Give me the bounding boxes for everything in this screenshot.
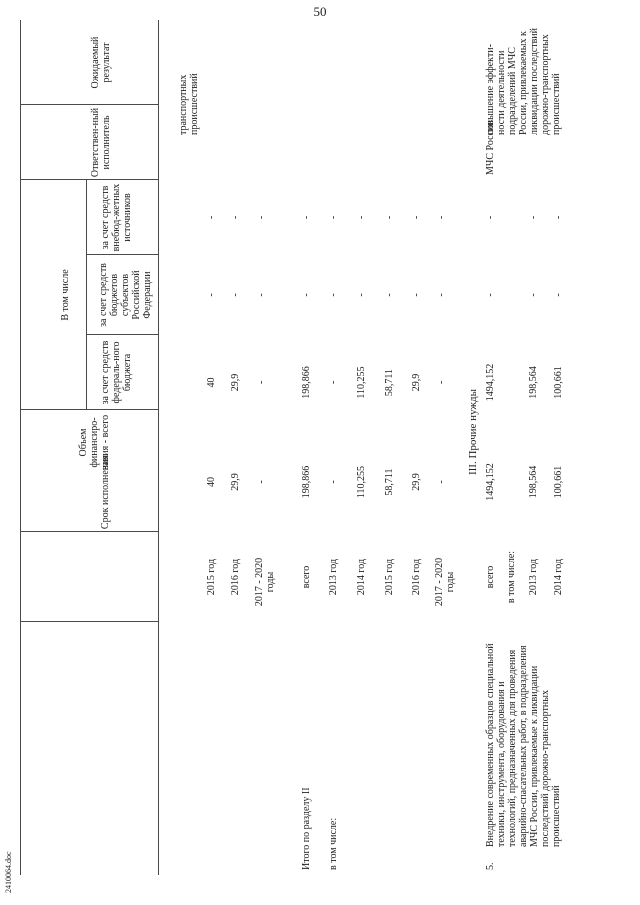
total-r5-federal: 29,9 xyxy=(411,373,422,392)
total-r5-volume: 29,9 xyxy=(411,473,422,491)
row-a2-term: 2016 год xyxy=(230,558,241,596)
total-r1-offbudget: - xyxy=(301,215,312,220)
item5-r1-regional: - xyxy=(485,293,496,297)
header-result: Ожидаемый результат xyxy=(90,36,112,89)
col-divider-1 xyxy=(20,621,158,622)
row-a2-federal: 29,9 xyxy=(230,373,241,392)
total-r6-regional: - xyxy=(436,293,447,297)
header-top-border xyxy=(20,20,21,875)
total-r3-regional: - xyxy=(356,293,367,297)
item5-r1-offbudget: - xyxy=(485,215,496,220)
total-r4-regional: - xyxy=(384,293,395,297)
header-executor: Ответствен-ный исполнитель xyxy=(90,107,112,178)
page-number: 50 xyxy=(313,4,327,19)
row-a2-volume: 29,9 xyxy=(230,473,241,491)
total-r4-volume: 58,711 xyxy=(384,468,395,496)
total-r4-federal: 58,711 xyxy=(384,368,395,397)
total-r3-volume: 110,255 xyxy=(356,465,367,499)
col-divider-2 xyxy=(20,531,158,532)
row-a1-regional: - xyxy=(206,293,217,297)
item5-r4-offbudget: - xyxy=(553,215,564,220)
total-r3-term: 2014 год xyxy=(356,558,367,596)
total-r2-volume: - xyxy=(328,480,339,484)
item5-r3-offbudget: - xyxy=(528,215,539,220)
total-r5-offbudget: - xyxy=(411,215,422,220)
header-volume: Объем финансиро-вания - всего xyxy=(78,414,111,471)
result-continuation: транспортных происшествий xyxy=(178,73,200,135)
header-federal: за счет средств федераль-ного бюджета xyxy=(100,340,133,405)
item-5-number: 5. xyxy=(485,862,496,870)
total-r5-regional: - xyxy=(411,293,422,297)
item5-r3-volume: 198,564 xyxy=(528,465,539,499)
total-r4-term: 2015 год xyxy=(384,558,395,596)
header-term: Срок исполнения xyxy=(100,454,111,530)
rotated-table xyxy=(20,20,620,875)
total-r1-regional: - xyxy=(301,293,312,297)
col-divider-6 xyxy=(20,179,158,180)
item5-r4-federal: 100,661 xyxy=(553,366,564,399)
item-5-name: Внедрение современных образцов специальной техники, инструмента, оборудования и технологий, предназначенных для проведения аварийно-спасательных работ, в подразделения МЧС России, привлекаемые к ликвидации последствий дорожно-транспортных происшествий xyxy=(485,643,562,847)
item5-r1-volume: 1494,152 xyxy=(485,463,496,501)
row-a1-federal: 40 xyxy=(206,377,217,388)
total-r1-term: всего xyxy=(301,565,312,589)
row-a3-regional: - xyxy=(256,293,267,297)
total-r2-federal: - xyxy=(328,380,339,385)
row-a1-offbudget: - xyxy=(206,215,217,220)
item5-r1-federal: 1494,152 xyxy=(485,363,496,402)
item5-r4-regional: - xyxy=(553,293,564,297)
row-a3-offbudget: - xyxy=(256,215,267,220)
row-a2-offbudget: - xyxy=(230,215,241,220)
item5-r4-term: 2014 год xyxy=(553,558,564,596)
total-r2-term: 2013 год xyxy=(328,558,339,596)
item5-r3-regional: - xyxy=(528,293,539,297)
total-r6-term: 2017 - 2020 годы xyxy=(434,557,456,607)
total-r6-federal: - xyxy=(436,380,447,385)
header-regional: за счет средств бюджетов субъектов Российской Федерации xyxy=(98,263,153,327)
total-r2-regional: - xyxy=(328,293,339,297)
row-a1-volume: 40 xyxy=(206,477,217,487)
footer-document-id: 2410064.doc xyxy=(4,851,13,893)
total-r5-term: 2016 год xyxy=(411,558,422,596)
row-a3-volume: - xyxy=(256,480,267,484)
header-offbudget: за счет средств внебюд-жетных источников xyxy=(100,183,133,252)
col-divider-7 xyxy=(20,104,158,105)
total-r6-offbudget: - xyxy=(436,215,447,220)
section-3-title: III. Прочие нужды xyxy=(467,388,479,476)
item5-r2-term: в том числе: xyxy=(506,550,517,604)
row-a2-regional: - xyxy=(230,293,241,297)
total-r3-offbudget: - xyxy=(356,215,367,220)
item5-r4-volume: 100,661 xyxy=(553,465,564,499)
item-5-executor: МЧС России xyxy=(485,120,496,175)
item5-r3-federal: 198,564 xyxy=(528,366,539,399)
total-r1-volume: 198,866 xyxy=(301,465,312,499)
header-bottom-border xyxy=(158,20,159,875)
total-r6-volume: - xyxy=(436,480,447,484)
total-r3-federal: 110,255 xyxy=(356,366,367,399)
total-r2-offbudget: - xyxy=(328,215,339,220)
row-a1-term: 2015 год xyxy=(206,558,217,596)
section-total-incl: в том числе: xyxy=(328,817,339,870)
item-5-result: повышение эффекти-ности деятельности подразделений МЧС России, привлекаемых к ликвидации последствий дорожно-транспортных происшествий xyxy=(485,27,562,135)
total-r1-federal: 198,866 xyxy=(301,366,312,399)
row-a3-federal: - xyxy=(256,380,267,385)
row-a3-term: 2017 - 2020 годы xyxy=(254,557,276,607)
item5-r1-term: всего xyxy=(485,565,496,589)
total-r4-offbudget: - xyxy=(384,215,395,220)
item5-r3-term: 2013 год xyxy=(528,558,539,596)
header-including: В том числе xyxy=(60,269,71,321)
incl-divider xyxy=(86,180,87,410)
section-total-name: Итого по разделу II xyxy=(301,787,312,870)
